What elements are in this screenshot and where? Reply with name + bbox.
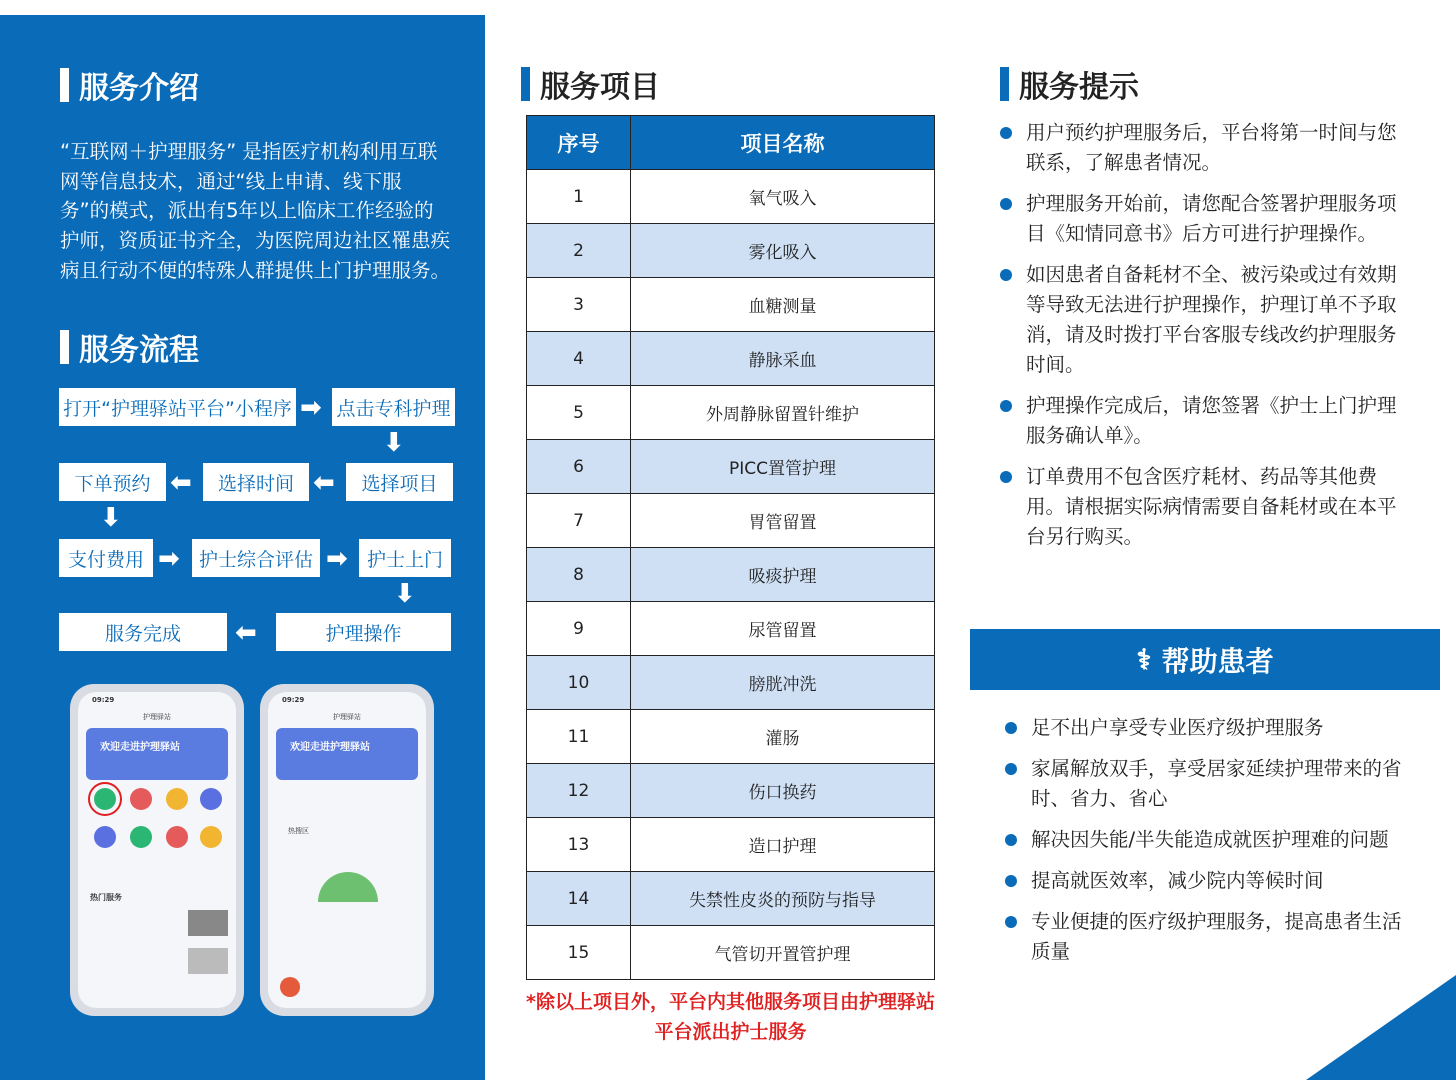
phone-title: 护理驿站: [333, 713, 361, 721]
service-items-table: [526, 115, 935, 980]
phone-banner: 欢迎走进护理驿站: [86, 728, 228, 780]
corner-decoration: [1306, 975, 1456, 1080]
item-number: 9: [527, 602, 631, 656]
item-name: 静脉采血: [631, 332, 935, 386]
thumbnail-image: [188, 948, 228, 974]
arrow-down-icon: ⬇: [394, 579, 416, 609]
intro-heading: [60, 63, 199, 107]
arrow-left-icon: ⬅: [313, 468, 335, 498]
item-number: 13: [527, 818, 631, 872]
intro-text: “互联网＋护理服务” 是指医疗机构利用互联网等信息技术，通过“线上申请、线下服务”的模式，派出有5年以上临床工作经验的护师，资质证书齐全，为医院周边社区罹患疾病且行动不便的特殊人群提供上门护理服务。: [60, 140, 451, 282]
benefits-list: [1005, 713, 1415, 978]
item-name: 失禁性皮炎的预防与指导: [631, 872, 935, 926]
phone-time: 09:29: [92, 696, 115, 704]
service-icon: [94, 826, 116, 848]
col-header: 项目名称: [631, 116, 935, 170]
left-panel: [0, 15, 485, 1080]
table-row: [527, 494, 935, 548]
item-number: 4: [527, 332, 631, 386]
flow-step: 选择项目: [346, 463, 453, 501]
arrow-down-icon: ⬇: [383, 428, 405, 458]
item-name: 造口护理: [631, 818, 935, 872]
item-number: 14: [527, 872, 631, 926]
list-item: 订单费用不包含医疗耗材、药品等其他费用。请根据实际病情需要自备耗材或在本平台另行购买。: [1000, 462, 1410, 552]
phone-title: 护理驿站: [143, 713, 171, 721]
flow-step: 护士综合评估: [192, 539, 320, 577]
table-row: [527, 386, 935, 440]
item-number: 8: [527, 548, 631, 602]
service-icon: [200, 826, 222, 848]
list-item: 足不出户享受专业医疗级护理服务: [1005, 713, 1415, 743]
help-heading: [970, 629, 1440, 690]
items-note: *除以上项目外，平台内其他服务项目由护理驿站平台派出护士服务: [526, 991, 935, 1043]
list-item: 如因患者自备耗材不全、被污染或过有效期等导致无法进行护理操作，护理订单不予取消，请及时拨打平台客服专线改约护理服务时间。: [1000, 260, 1410, 380]
empty-state-illustration: [318, 872, 378, 902]
table-row: [527, 170, 935, 224]
item-name: 胃管留置: [631, 494, 935, 548]
table-row: [527, 548, 935, 602]
phone-mockup-search: [260, 684, 434, 1016]
item-number: 1: [527, 170, 631, 224]
item-name: 气管切开置管护理: [631, 926, 935, 980]
table-row: [527, 818, 935, 872]
flow-step: 点击专科护理: [332, 388, 455, 426]
phone-time: 09:29: [282, 696, 305, 704]
list-item: 护理服务开始前，请您配合签署护理服务项目《知情同意书》后方可进行护理操作。: [1000, 189, 1410, 249]
item-name: 灌肠: [631, 710, 935, 764]
arrow-left-icon: ⬅: [170, 468, 192, 498]
service-icon: [130, 788, 152, 810]
phone-section: 热搜区: [288, 827, 309, 835]
table-row: [527, 224, 935, 278]
list-item: 用户预约护理服务后，平台将第一时间与您联系，了解患者情况。: [1000, 118, 1410, 178]
item-name: 外周静脉留置针维护: [631, 386, 935, 440]
items-heading: [521, 62, 660, 106]
arrow-right-icon: ➡: [326, 544, 348, 574]
arrow-right-icon: ➡: [300, 393, 322, 423]
flow-step: 护理操作: [276, 613, 451, 651]
table-row: [527, 278, 935, 332]
table-row: [527, 332, 935, 386]
item-name: 尿管留置: [631, 602, 935, 656]
item-name: 吸痰护理: [631, 548, 935, 602]
item-number: 12: [527, 764, 631, 818]
table-row: [527, 764, 935, 818]
flow-step: 下单预约: [59, 463, 166, 501]
flow-title: 服务流程: [79, 333, 199, 368]
table-row: [527, 872, 935, 926]
item-name: 雾化吸入: [631, 224, 935, 278]
help-title: 帮助患者: [1161, 644, 1274, 678]
table-row: [527, 656, 935, 710]
table-row: [527, 602, 935, 656]
flow-step: 选择时间: [203, 463, 309, 501]
flow-step: 打开“护理驿站平台”小程序: [59, 388, 296, 426]
nurse-icon: ⚕: [1136, 643, 1152, 676]
phone-banner: 欢迎走进护理驿站: [276, 728, 418, 780]
service-icon: [166, 788, 188, 810]
service-icon: [166, 826, 188, 848]
table-row: [527, 440, 935, 494]
tips-list: [1000, 118, 1410, 563]
phone-section: 热门服务: [90, 893, 122, 902]
item-number: 15: [527, 926, 631, 980]
item-name: PICC置管护理: [631, 440, 935, 494]
tips-heading: [1000, 62, 1139, 106]
list-item: 专业便捷的医疗级护理服务，提高患者生活质量: [1005, 907, 1415, 967]
tips-title: 服务提示: [1019, 70, 1139, 105]
list-item: 家属解放双手，享受居家延续护理带来的省时、省力、省心: [1005, 754, 1415, 814]
item-number: 10: [527, 656, 631, 710]
arrow-right-icon: ➡: [158, 544, 180, 574]
flow-step: 支付费用: [59, 539, 153, 577]
arrow-left-icon: ⬅: [235, 618, 257, 648]
col-header: 序号: [527, 116, 631, 170]
table-row: [527, 926, 935, 980]
item-name: 氧气吸入: [631, 170, 935, 224]
item-number: 11: [527, 710, 631, 764]
list-item: 护理操作完成后，请您签署《护士上门护理服务确认单》。: [1000, 391, 1410, 451]
table-row: [527, 710, 935, 764]
list-item: 解决因失能/半失能造成就医护理难的问题: [1005, 825, 1415, 855]
item-name: 膀胱冲洗: [631, 656, 935, 710]
item-name: 血糖测量: [631, 278, 935, 332]
item-number: 5: [527, 386, 631, 440]
item-number: 2: [527, 224, 631, 278]
thumbnail-image: [188, 910, 228, 936]
item-name: 伤口换药: [631, 764, 935, 818]
arrow-down-icon: ⬇: [100, 503, 122, 533]
list-item: 提高就医效率，减少院内等候时间: [1005, 866, 1415, 896]
item-number: 3: [527, 278, 631, 332]
service-icon: [200, 788, 222, 810]
fab-icon: [280, 977, 300, 997]
intro-title: 服务介绍: [79, 71, 199, 106]
service-icon: [130, 826, 152, 848]
item-number: 7: [527, 494, 631, 548]
items-title: 服务项目: [540, 70, 660, 105]
flow-heading: [60, 325, 199, 369]
flow-step: 服务完成: [59, 613, 227, 651]
flow-step: 护士上门: [359, 539, 451, 577]
specialty-care-icon: [94, 788, 116, 810]
phone-mockup-home: [70, 684, 244, 1016]
item-number: 6: [527, 440, 631, 494]
